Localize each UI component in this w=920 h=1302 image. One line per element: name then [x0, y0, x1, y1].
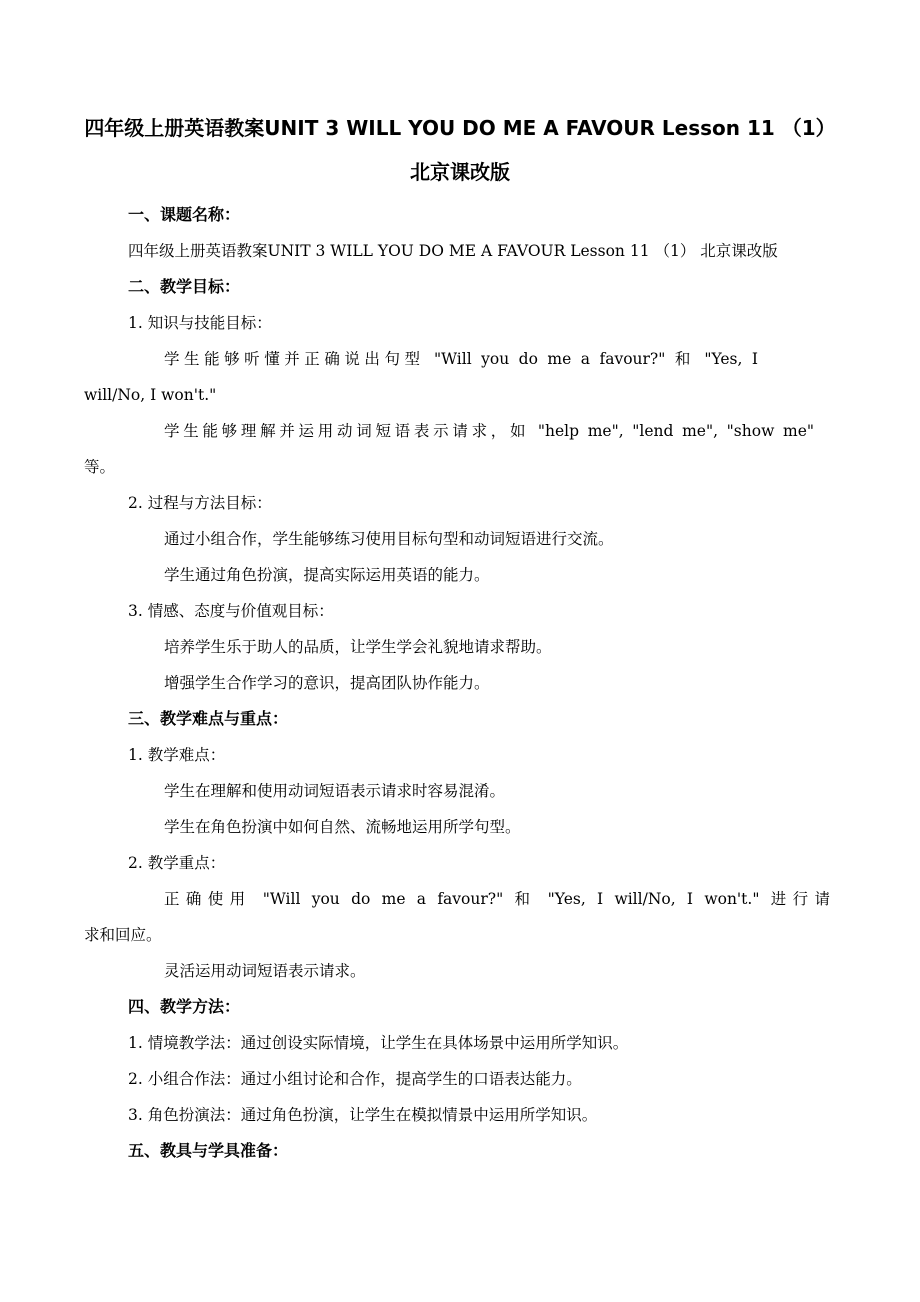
section-heading-objectives: 二、教学目标： [128, 277, 241, 296]
objective-3-title: 3. 情感、态度与价值观目标： [128, 602, 334, 620]
topic-text: 四年级上册英语教案UNIT 3 WILL YOU DO ME A FAVOUR Lesson 11 （1） 北京课改版 [128, 242, 778, 260]
method-1: 1. 情境教学法：通过创设实际情境，让学生在具体场景中运用所学知识。 [128, 1034, 629, 1052]
method-2: 2. 小组合作法：通过小组讨论和合作，提高学生的口语表达能力。 [128, 1070, 582, 1088]
objective-1-para-1-line-2: will/No, I won't." [84, 386, 217, 404]
objective-1-para-2-line-1: 学生能够理解并运用动词短语表示请求，如 "help me", "lend me", "show me" [164, 422, 814, 440]
objective-2-title: 2. 过程与方法目标： [128, 494, 272, 512]
section-heading-methods: 四、教学方法： [128, 997, 241, 1016]
section-heading-difficulties: 三、教学难点与重点： [128, 709, 289, 728]
key-points-para-1-line-2: 求和回应。 [84, 926, 162, 944]
objective-1-para-2-line-2: 等。 [84, 458, 116, 476]
section-heading-materials: 五、教具与学具准备： [128, 1141, 289, 1160]
key-points-para-1-line-1: 正确使用 "Will you do me a favour?" 和 "Yes, I will/No, I won't." 进行请 [164, 890, 830, 908]
objective-1-title: 1. 知识与技能目标： [128, 314, 272, 332]
objective-3-para-2: 增强学生合作学习的意识，提高团队协作能力。 [164, 674, 490, 692]
document-title-line-1: 四年级上册英语教案UNIT 3 WILL YOU DO ME A FAVOUR Lesson 11 （1） [84, 116, 836, 140]
objective-2-para-1: 通过小组合作，学生能够练习使用目标句型和动词短语进行交流。 [164, 530, 614, 548]
difficulty-para-2: 学生在角色扮演中如何自然、流畅地运用所学句型。 [164, 818, 521, 836]
key-points-title: 2. 教学重点： [128, 854, 226, 872]
objective-2-para-2: 学生通过角色扮演，提高实际运用英语的能力。 [164, 566, 490, 584]
key-points-para-2: 灵活运用动词短语表示请求。 [164, 962, 366, 980]
section-heading-topic: 一、课题名称： [128, 205, 241, 224]
difficulty-title: 1. 教学难点： [128, 746, 226, 764]
method-3: 3. 角色扮演法：通过角色扮演，让学生在模拟情景中运用所学知识。 [128, 1106, 598, 1124]
objective-1-para-1-line-1: 学生能够听懂并正确说出句型 "Will you do me a favour?" 和 "Yes, I [164, 350, 758, 368]
objective-3-para-1: 培养学生乐于助人的品质，让学生学会礼貌地请求帮助。 [164, 638, 552, 656]
document-title-line-2: 北京课改版 [410, 160, 510, 184]
difficulty-para-1: 学生在理解和使用动词短语表示请求时容易混淆。 [164, 782, 506, 800]
